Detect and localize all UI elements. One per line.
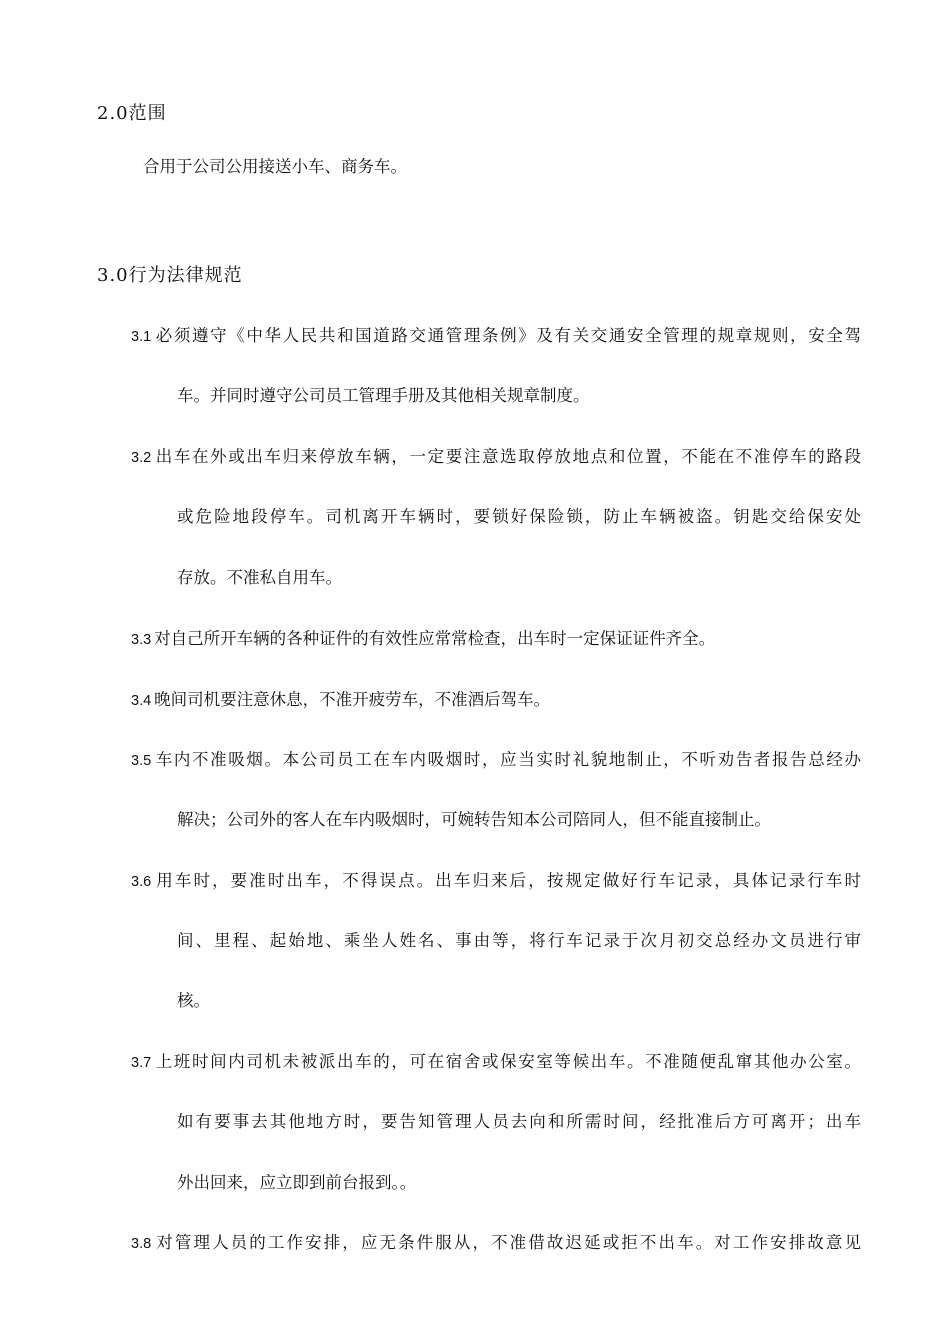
- clause-number: 3.7: [131, 1055, 152, 1071]
- section-3-heading: 3.0行为法律规范: [97, 265, 243, 286]
- clause-line: [131, 322, 861, 346]
- clause-line: [131, 1048, 861, 1072]
- clause-number: 3.2: [131, 450, 152, 466]
- clause-text: 用车时，要准时出车，不得误点。出车归来后，按规定做好行车记录，具体记录行车时: [154, 871, 861, 890]
- clause-line: 存放。不准私自用车。: [177, 568, 342, 587]
- clause-line: 解决；公司外的客人在车内吸烟时，可婉转告知本公司陪同人，但不能直接制止。: [177, 810, 771, 829]
- clause-line: 车。并同时遵守公司员工管理手册及其他相关规章制度。: [177, 386, 590, 405]
- section-2-heading: 2.0范围: [97, 103, 167, 124]
- clause-text: 必须遵守《中华人民共和国道路交通管理条例》及有关交通安全管理的规章规则，安全驾: [154, 326, 861, 345]
- clause-number: 3.3: [131, 632, 152, 648]
- clause-number: 3.6: [131, 874, 152, 890]
- clause-number: 3.4: [131, 693, 152, 709]
- clause-line: [131, 443, 861, 467]
- clause-line: [131, 686, 550, 710]
- clause-line: [131, 867, 861, 891]
- clause-line: [131, 1229, 861, 1253]
- clause-text: 晚间司机要注意休息，不准开疲劳车，不准酒后驾车。: [154, 690, 551, 709]
- clause-line: 间、里程、起始地、乘坐人姓名、事由等，将行车记录于次月初交总经办文员进行审: [177, 931, 861, 950]
- clause-line: 核。: [177, 991, 210, 1010]
- clause-text: 车内不准吸烟。本公司员工在车内吸烟时，应当实时礼貌地制止，不听劝告者报告总经办: [154, 750, 861, 769]
- clause-text: 对管理人员的工作安排，应无条件服从，不准借故迟延或拒不出车。对工作安排故意见: [154, 1233, 861, 1252]
- clause-number: 3.1: [131, 329, 152, 345]
- clause-number: 3.8: [131, 1236, 152, 1252]
- clause-line: [131, 746, 861, 770]
- clause-text: 出车在外或出车归来停放车辆，一定要注意选取停放地点和位置，不能在不准停车的路段: [154, 447, 861, 466]
- clause-text: 对自己所开车辆的各种证件的有效性应常常检查，出车时一定保证证件齐全。: [154, 629, 716, 648]
- clause-text: 上班时间内司机未被派出车的，可在宿舍或保安室等候出车。不准随便乱窜其他办公室。: [154, 1052, 861, 1071]
- clause-line: 如有要事去其他地方时，要告知管理人员去向和所需时间，经批准后方可离开；出车: [177, 1112, 861, 1131]
- clause-number: 3.5: [131, 753, 152, 769]
- section-2-body: 合用于公司公用接送小车、商务车。: [143, 157, 407, 176]
- clause-line: 外出回来，应立即到前台报到。。: [177, 1173, 417, 1192]
- clause-line: 或危险地段停车。司机离开车辆时，要锁好保险锁，防止车辆被盗。钥匙交给保安处: [177, 507, 861, 526]
- clause-line: [131, 625, 715, 649]
